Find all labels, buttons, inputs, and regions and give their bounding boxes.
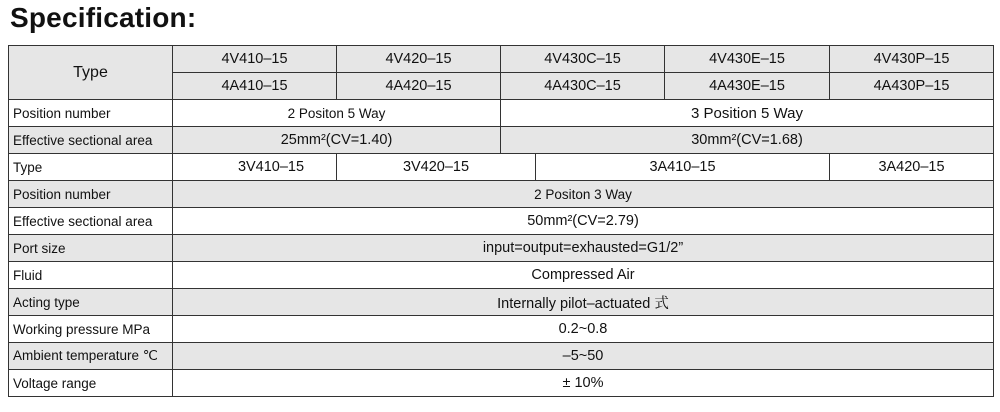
table-row-effective-area: [9, 127, 994, 154]
label-effective-area-2: Effective sectional area: [9, 208, 173, 235]
model-cell-4a430p: 4A430P–15: [830, 73, 994, 100]
table-row-type-4v: [9, 46, 994, 73]
table-row-effective-area-2: [9, 208, 994, 235]
table-row-working-pressure: [9, 316, 994, 343]
value-working-pressure: 0.2~0.8: [173, 316, 994, 343]
label-position-number-2: Position number: [9, 181, 173, 208]
model-cell-4a420: 4A420–15: [337, 73, 501, 100]
table-row-position-number-2: [9, 181, 994, 208]
model-cell-4v430p: 4V430P–15: [830, 46, 994, 73]
value-area-25: 25mm²(CV=1.40): [173, 127, 501, 154]
page-title: Specification:: [10, 2, 197, 33]
value-3-position-5-way: 3 Position 5 Way: [501, 100, 994, 127]
label-type: Type: [9, 154, 173, 181]
table-row-voltage-range: [9, 370, 994, 397]
type-header-cell: Type: [9, 46, 173, 100]
value-2-position-3-way: 2 Positon 3 Way: [173, 181, 994, 208]
label-effective-area: Effective sectional area: [9, 127, 173, 154]
value-area-50: 50mm²(CV=2.79): [173, 208, 994, 235]
model-cell-3a420: 3A420–15: [830, 154, 994, 181]
label-position-number: Position number: [9, 100, 173, 127]
model-cell-3a410: 3A410–15: [536, 154, 830, 181]
value-ambient-temperature: –5~50: [173, 343, 994, 370]
model-cell-3v420: 3V420–15: [337, 154, 536, 181]
model-cell-4a430c: 4A430C–15: [501, 73, 665, 100]
value-voltage-range: ± 10%: [173, 370, 994, 397]
table-row-port-size: [9, 235, 994, 262]
table-row-acting-type: [9, 289, 994, 316]
model-cell-4v430c: 4V430C–15: [501, 46, 665, 73]
model-cell-4a430e: 4A430E–15: [665, 73, 830, 100]
specification-table: [8, 45, 994, 397]
model-cell-4a410: 4A410–15: [173, 73, 337, 100]
table-row-fluid: [9, 262, 994, 289]
value-fluid: Compressed Air: [173, 262, 994, 289]
value-2-position-5-way: 2 Positon 5 Way: [173, 100, 501, 127]
table-row-position-number: [9, 100, 994, 127]
table-row-ambient-temperature: [9, 343, 994, 370]
label-fluid: Fluid: [9, 262, 173, 289]
label-port-size: Port size: [9, 235, 173, 262]
value-area-30: 30mm²(CV=1.68): [501, 127, 994, 154]
value-port-size: input=output=exhausted=G1/2”: [173, 235, 994, 262]
model-cell-4v420: 4V420–15: [337, 46, 501, 73]
model-cell-3v410: 3V410–15: [173, 154, 337, 181]
label-working-pressure: Working pressure MPa: [9, 316, 173, 343]
value-acting-type: Internally pilot–actuated 式: [173, 289, 994, 316]
label-voltage-range: Voltage range: [9, 370, 173, 397]
label-acting-type: Acting type: [9, 289, 173, 316]
model-cell-4v430e: 4V430E–15: [665, 46, 830, 73]
model-cell-4v410: 4V410–15: [173, 46, 337, 73]
table-row-type-3: [9, 154, 994, 181]
label-ambient-temperature: Ambient temperature ℃: [9, 343, 173, 370]
